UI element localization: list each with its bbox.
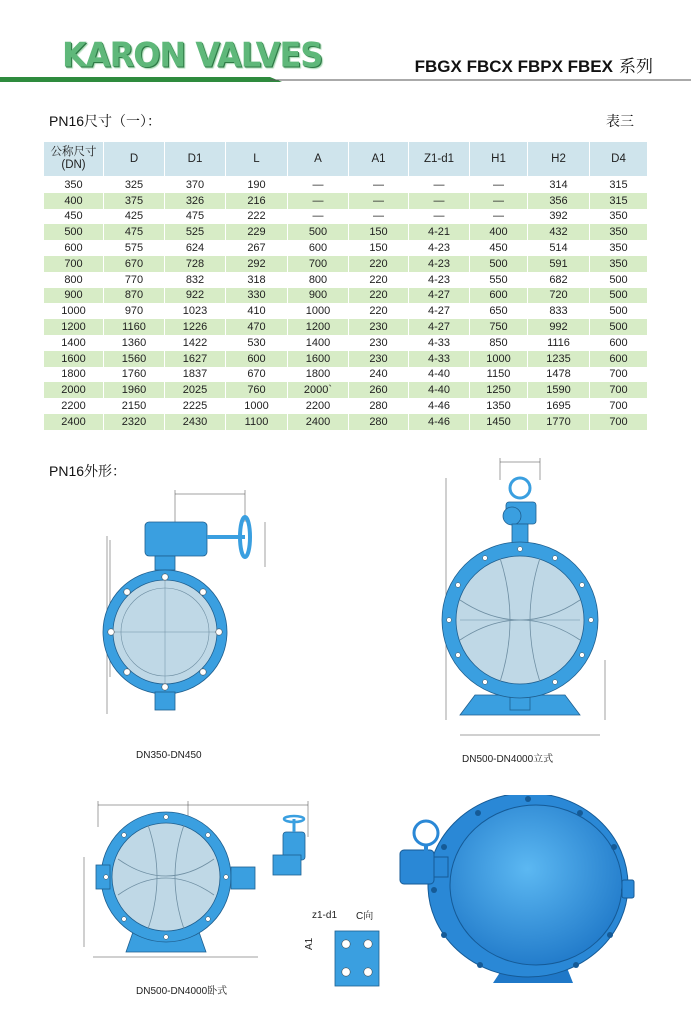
table-cell: 700: [590, 367, 648, 383]
table-cell: 470: [226, 319, 288, 335]
series-suffix: 系列: [619, 57, 653, 76]
table-cell: 1100: [226, 414, 288, 430]
table-cell: 700: [590, 382, 648, 398]
table-cell-dn: 900: [44, 288, 104, 304]
table-row: [44, 177, 648, 193]
table-cell: 870: [104, 288, 165, 304]
table-row: [44, 319, 648, 335]
column-header: D1: [165, 142, 226, 177]
table-cell: 375: [104, 193, 165, 209]
table-cell: 800: [288, 272, 349, 288]
table-cell: 400: [470, 224, 528, 240]
table-row: [44, 193, 648, 209]
table-cell: 2025: [165, 382, 226, 398]
table-cell: 350: [590, 224, 648, 240]
table-cell: 1450: [470, 414, 528, 430]
table-cell: 1627: [165, 351, 226, 367]
detail-c-direction: [334, 930, 380, 988]
table-row: [44, 240, 648, 256]
table-cell: 1150: [470, 367, 528, 383]
table-cell: 4-21: [409, 224, 470, 240]
table-cell: 514: [528, 240, 590, 256]
table-cell: 1250: [470, 382, 528, 398]
drawing-dn350-450: [95, 482, 275, 722]
table-cell: 700: [590, 398, 648, 414]
column-header: H2: [528, 142, 590, 177]
table-cell-dn: 350: [44, 177, 104, 193]
table-cell: 624: [165, 240, 226, 256]
table-row: [44, 224, 648, 240]
table-cell: 4-27: [409, 319, 470, 335]
caption-dn500-4000-vertical: DN500-DN4000立式: [462, 754, 554, 765]
table-cell: 350: [590, 240, 648, 256]
table-cell: 318: [226, 272, 288, 288]
table-cell: 2000`: [288, 382, 349, 398]
table-cell: 392: [528, 209, 590, 225]
table-cell: 4-46: [409, 398, 470, 414]
table-row: [44, 414, 648, 430]
table-cell: 1360: [104, 335, 165, 351]
table-row: [44, 382, 648, 398]
dimension-table: [43, 141, 648, 430]
table-cell: 1760: [104, 367, 165, 383]
table-row: [44, 288, 648, 304]
table-cell: 500: [590, 272, 648, 288]
table-cell: 220: [349, 256, 409, 272]
detail-label-a1: A1: [304, 937, 315, 950]
table-cell: 240: [349, 367, 409, 383]
table-cell: 1600: [288, 351, 349, 367]
table-cell: 770: [104, 272, 165, 288]
table-cell: 230: [349, 335, 409, 351]
table-cell: 475: [104, 224, 165, 240]
table-cell: 475: [165, 209, 226, 225]
table-cell: 1837: [165, 367, 226, 383]
table-cell: 750: [470, 319, 528, 335]
table-cell: 229: [226, 224, 288, 240]
table-cell: 600: [590, 335, 648, 351]
table-cell: —: [409, 209, 470, 225]
header-divider: [0, 74, 691, 84]
table-cell: 260: [349, 382, 409, 398]
table-cell: 1695: [528, 398, 590, 414]
table-cell: 1590: [528, 382, 590, 398]
detail-label-z1d1: z1-d1: [312, 910, 338, 921]
table-cell: 832: [165, 272, 226, 288]
table-cell: 720: [528, 288, 590, 304]
table-cell: 230: [349, 319, 409, 335]
table-cell-dn: 400: [44, 193, 104, 209]
table-cell: 600: [590, 351, 648, 367]
table-cell: —: [288, 193, 349, 209]
table-cell: —: [409, 177, 470, 193]
table-cell: 315: [590, 193, 648, 209]
brand-logo-text: KARON VALVES: [62, 35, 323, 75]
table-cell: 1400: [288, 335, 349, 351]
table-cell: 2225: [165, 398, 226, 414]
table-cell: 4-40: [409, 382, 470, 398]
table-cell: 1350: [470, 398, 528, 414]
section-title-outline: PN16外形：: [49, 463, 127, 479]
table-cell-dn: 1200: [44, 319, 104, 335]
table-cell: 450: [470, 240, 528, 256]
table-cell: 2400: [288, 414, 349, 430]
table-cell: 530: [226, 335, 288, 351]
table-cell: 4-27: [409, 303, 470, 319]
table-row: [44, 209, 648, 225]
table-cell: 1235: [528, 351, 590, 367]
table-cell: 1116: [528, 335, 590, 351]
table-cell: 410: [226, 303, 288, 319]
table-cell: 326: [165, 193, 226, 209]
table-cell-dn: 1600: [44, 351, 104, 367]
table-cell: 650: [470, 303, 528, 319]
table-cell: 292: [226, 256, 288, 272]
table-cell: 591: [528, 256, 590, 272]
table-cell: 4-33: [409, 335, 470, 351]
table-cell: 222: [226, 209, 288, 225]
table-cell: 670: [104, 256, 165, 272]
table-cell: 230: [349, 351, 409, 367]
table-cell: 350: [590, 256, 648, 272]
table-cell-dn: 2200: [44, 398, 104, 414]
table-cell: —: [288, 209, 349, 225]
table-cell: 1160: [104, 319, 165, 335]
table-cell-dn: 1400: [44, 335, 104, 351]
column-header: L: [226, 142, 288, 177]
table-cell: 1200: [288, 319, 349, 335]
table-cell: —: [470, 209, 528, 225]
table-cell: 550: [470, 272, 528, 288]
table-cell: 1770: [528, 414, 590, 430]
valve-product-image: [398, 795, 638, 995]
series-models: FBGX FBCX FBPX FBEX: [414, 57, 613, 76]
table-cell: 992: [528, 319, 590, 335]
table-cell: 700: [288, 256, 349, 272]
table-row: [44, 398, 648, 414]
table-cell: 500: [590, 319, 648, 335]
table-cell: 1023: [165, 303, 226, 319]
table-cell-dn: 500: [44, 224, 104, 240]
table-cell: 500: [288, 224, 349, 240]
table-cell: —: [409, 193, 470, 209]
table-cell: 600: [288, 240, 349, 256]
table-cell: 2150: [104, 398, 165, 414]
table-cell: 370: [165, 177, 226, 193]
column-header: A: [288, 142, 349, 177]
table-cell: 1226: [165, 319, 226, 335]
table-cell: 4-23: [409, 240, 470, 256]
table-cell: 500: [470, 256, 528, 272]
table-row: [44, 367, 648, 383]
table-cell: 1000: [470, 351, 528, 367]
table-cell: 600: [226, 351, 288, 367]
table-cell: 700: [590, 414, 648, 430]
table-cell: 190: [226, 177, 288, 193]
table-row: [44, 272, 648, 288]
table-cell: 600: [470, 288, 528, 304]
detail-label-c-direction: C向: [356, 911, 374, 922]
caption-dn500-4000-horizontal: DN500-DN4000卧式: [136, 986, 228, 997]
column-header-dn: [44, 142, 104, 177]
table-cell: 216: [226, 193, 288, 209]
table-cell: 2320: [104, 414, 165, 430]
table-cell: 2200: [288, 398, 349, 414]
column-header: D4: [590, 142, 648, 177]
table-cell: 760: [226, 382, 288, 398]
table-cell-dn: 800: [44, 272, 104, 288]
column-header: D: [104, 142, 165, 177]
table-cell: —: [349, 177, 409, 193]
table-cell: 350: [590, 209, 648, 225]
table-body: [44, 177, 648, 430]
table-cell: 1000: [226, 398, 288, 414]
table-cell-dn: 1800: [44, 367, 104, 383]
table-cell: 682: [528, 272, 590, 288]
table-cell: 220: [349, 288, 409, 304]
table-cell: 315: [590, 177, 648, 193]
table-cell: 833: [528, 303, 590, 319]
table-cell: 1422: [165, 335, 226, 351]
table-cell: 2430: [165, 414, 226, 430]
table-cell: 922: [165, 288, 226, 304]
table-cell-dn: 450: [44, 209, 104, 225]
table-cell: 267: [226, 240, 288, 256]
table-cell: 4-23: [409, 272, 470, 288]
column-header-dn-line1: 公称尺寸: [50, 146, 97, 158]
table-cell: 4-23: [409, 256, 470, 272]
table-cell: 356: [528, 193, 590, 209]
column-header: H1: [470, 142, 528, 177]
table-cell: 500: [590, 288, 648, 304]
table-cell: 575: [104, 240, 165, 256]
table-cell: 425: [104, 209, 165, 225]
table-cell: 4-33: [409, 351, 470, 367]
table-header-row: [44, 142, 648, 177]
table-cell: 728: [165, 256, 226, 272]
table-row: [44, 335, 648, 351]
table-row: [44, 303, 648, 319]
table-cell: 4-27: [409, 288, 470, 304]
table-cell: 220: [349, 303, 409, 319]
table-cell-dn: 2000: [44, 382, 104, 398]
table-cell: 900: [288, 288, 349, 304]
column-header-dn-line2: (DN): [61, 159, 86, 171]
table-cell: 525: [165, 224, 226, 240]
table-cell: 220: [349, 272, 409, 288]
table-cell: 280: [349, 414, 409, 430]
table-cell-dn: 600: [44, 240, 104, 256]
table-cell-dn: 1000: [44, 303, 104, 319]
table-row: [44, 256, 648, 272]
table-cell: 4-40: [409, 367, 470, 383]
table-cell: 150: [349, 240, 409, 256]
table-cell: 670: [226, 367, 288, 383]
table-number: 表三: [606, 113, 634, 129]
table-cell: —: [470, 177, 528, 193]
table-cell: —: [288, 177, 349, 193]
column-header: Z1-d1: [409, 142, 470, 177]
table-cell: 1800: [288, 367, 349, 383]
caption-dn350-450: DN350-DN450: [136, 750, 202, 761]
drawing-dn500-4000-vertical: [440, 450, 620, 750]
column-header: A1: [349, 142, 409, 177]
table-cell: 1478: [528, 367, 590, 383]
table-cell: 500: [590, 303, 648, 319]
table-cell: 850: [470, 335, 528, 351]
section-title-dimensions: PN16尺寸（一）：: [49, 113, 162, 129]
table-cell-dn: 2400: [44, 414, 104, 430]
table-cell: —: [470, 193, 528, 209]
drawing-dn500-4000-horizontal: [78, 797, 328, 977]
table-cell: 325: [104, 177, 165, 193]
table-cell: 150: [349, 224, 409, 240]
table-cell: 1000: [288, 303, 349, 319]
table-cell: 1560: [104, 351, 165, 367]
table-cell: 4-46: [409, 414, 470, 430]
table-cell-dn: 700: [44, 256, 104, 272]
table-cell: 1960: [104, 382, 165, 398]
table-cell: —: [349, 209, 409, 225]
table-cell: 280: [349, 398, 409, 414]
table-cell: 432: [528, 224, 590, 240]
table-cell: —: [349, 193, 409, 209]
table-row: [44, 351, 648, 367]
table-cell: 970: [104, 303, 165, 319]
table-cell: 314: [528, 177, 590, 193]
table-cell: 330: [226, 288, 288, 304]
